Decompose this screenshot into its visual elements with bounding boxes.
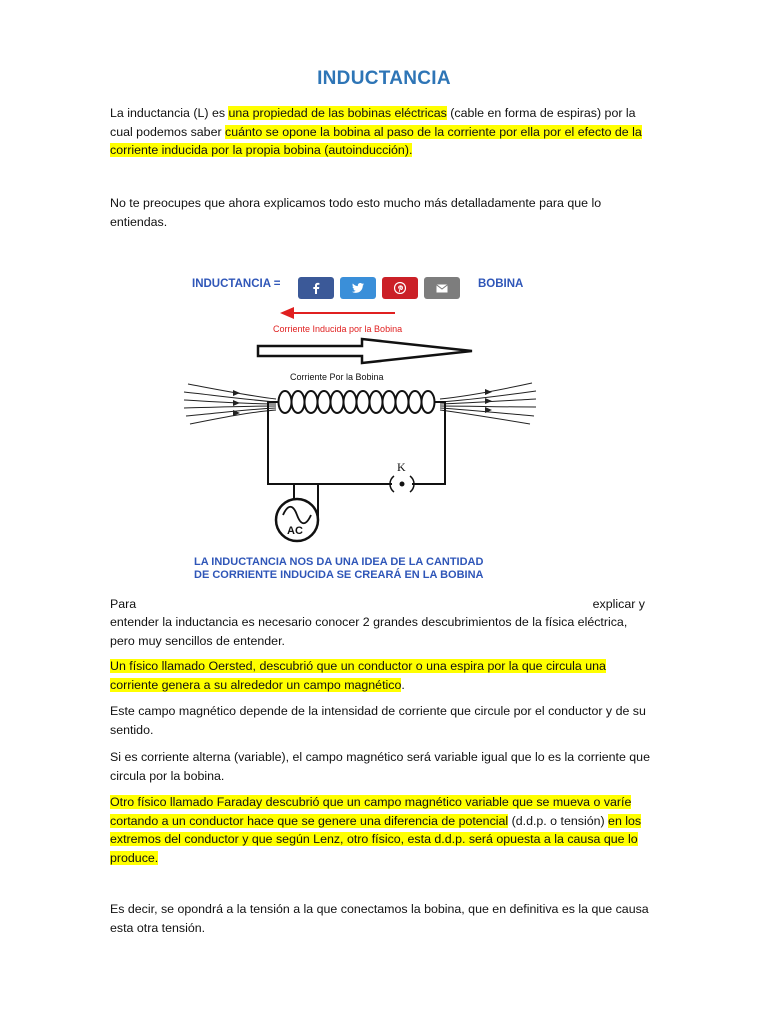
figure-caption-line2: DE CORRIENTE INDUCIDA SE CREARÁ EN LA BOBINA: [194, 569, 484, 581]
induced-current-label: Corriente Inducida por la Bobina: [273, 324, 403, 334]
ac-label: AC: [287, 525, 303, 537]
switch-label: K: [397, 460, 406, 474]
coil: [279, 391, 435, 413]
ac-source: [276, 484, 318, 541]
explain-left-word: Para: [110, 597, 137, 611]
note-paragraph: No te preocupes que ahora explicamos todo esto mucho más detalladamente para que lo entiendas.: [110, 196, 602, 229]
figure-caption-line1: LA INDUCTANCIA NOS DA UNA IDEA DE LA CANTIDAD: [194, 556, 484, 568]
inductance-diagram: [180, 266, 580, 586]
oersted-tail: .: [401, 677, 405, 692]
current-arrow: [258, 339, 472, 363]
pinterest-icon: [394, 282, 406, 294]
oersted-paragraph: [110, 657, 655, 694]
twitter-icon: [352, 283, 364, 293]
page-title: INDUCTANCIA: [317, 68, 451, 89]
induced-current-arrow: [280, 307, 395, 319]
explain-paragraph: entender la inductancia es necesario conocer 2 grandes descubrimientos de la física eléctrica, pero muy sencillos de entender.: [110, 615, 628, 648]
share-bar: [298, 277, 460, 299]
faraday-highlight-c: en los extremos del conductor y que según Lenz, otro físico, esta d.d.p. será opuesta a la causa que lo produce.: [110, 813, 642, 865]
facebook-share-button[interactable]: [298, 277, 334, 299]
email-share-button[interactable]: [424, 277, 460, 299]
facebook-icon: [311, 282, 321, 294]
alternating-paragraph: Si es corriente alterna (variable), el campo magnético será variable igual que lo es la corriente que circula por la bobina.: [110, 750, 650, 783]
field-lines-left: [184, 384, 276, 424]
circuit-wires: [268, 402, 445, 496]
intro-paragraph: [110, 104, 655, 160]
oersted-highlight: Un físico llamado Oersted, descubrió que un conductor o una espira por la que circula una corriente genera a su alrededor un campo magnético: [110, 659, 606, 692]
faraday-paragraph: [110, 793, 655, 867]
conclusion-paragraph: Es decir, se opondrá a la tensión a la que conectamos la bobina, que en definitiva es la que causa esta otra tensión.: [110, 902, 649, 935]
coil-current-label: Corriente Por la Bobina: [290, 372, 384, 382]
switch-k: [390, 460, 414, 494]
intro-highlight-property: una propiedad de las bobinas eléctricas: [228, 106, 447, 120]
inductance-figure: [180, 266, 580, 586]
email-icon: [436, 284, 448, 293]
figure-header-right: BOBINA: [478, 278, 524, 290]
faraday-text-b: (d.d.p. o tensión): [508, 813, 609, 828]
pinterest-share-button[interactable]: [382, 277, 418, 299]
intro-text-c: (cable en forma de espiras) por la cual podemos saber: [110, 106, 636, 139]
figure-header-left: INDUCTANCIA =: [192, 278, 281, 290]
intro-text-a: La inductancia (L) es: [110, 106, 229, 120]
explain-first-line: [110, 595, 645, 614]
twitter-share-button[interactable]: [340, 277, 376, 299]
field-lines-right: [440, 383, 536, 424]
explain-right-words: explicar y: [592, 597, 645, 611]
faraday-highlight-a: Otro físico llamado Faraday descubrió que un campo magnético variable que se mueva o varíe cortando a un conductor hace que se genere una diferencia de potencial: [110, 795, 632, 828]
field-paragraph: Este campo magnético depende de la intensidad de corriente que circule por el conductor y de su sentido.: [110, 704, 646, 737]
intro-highlight-opposition: cuánto se opone la bobina al paso de la corriente por ella por el efecto de la corriente inducida por la propia bobina (autoinducción).: [110, 124, 642, 157]
